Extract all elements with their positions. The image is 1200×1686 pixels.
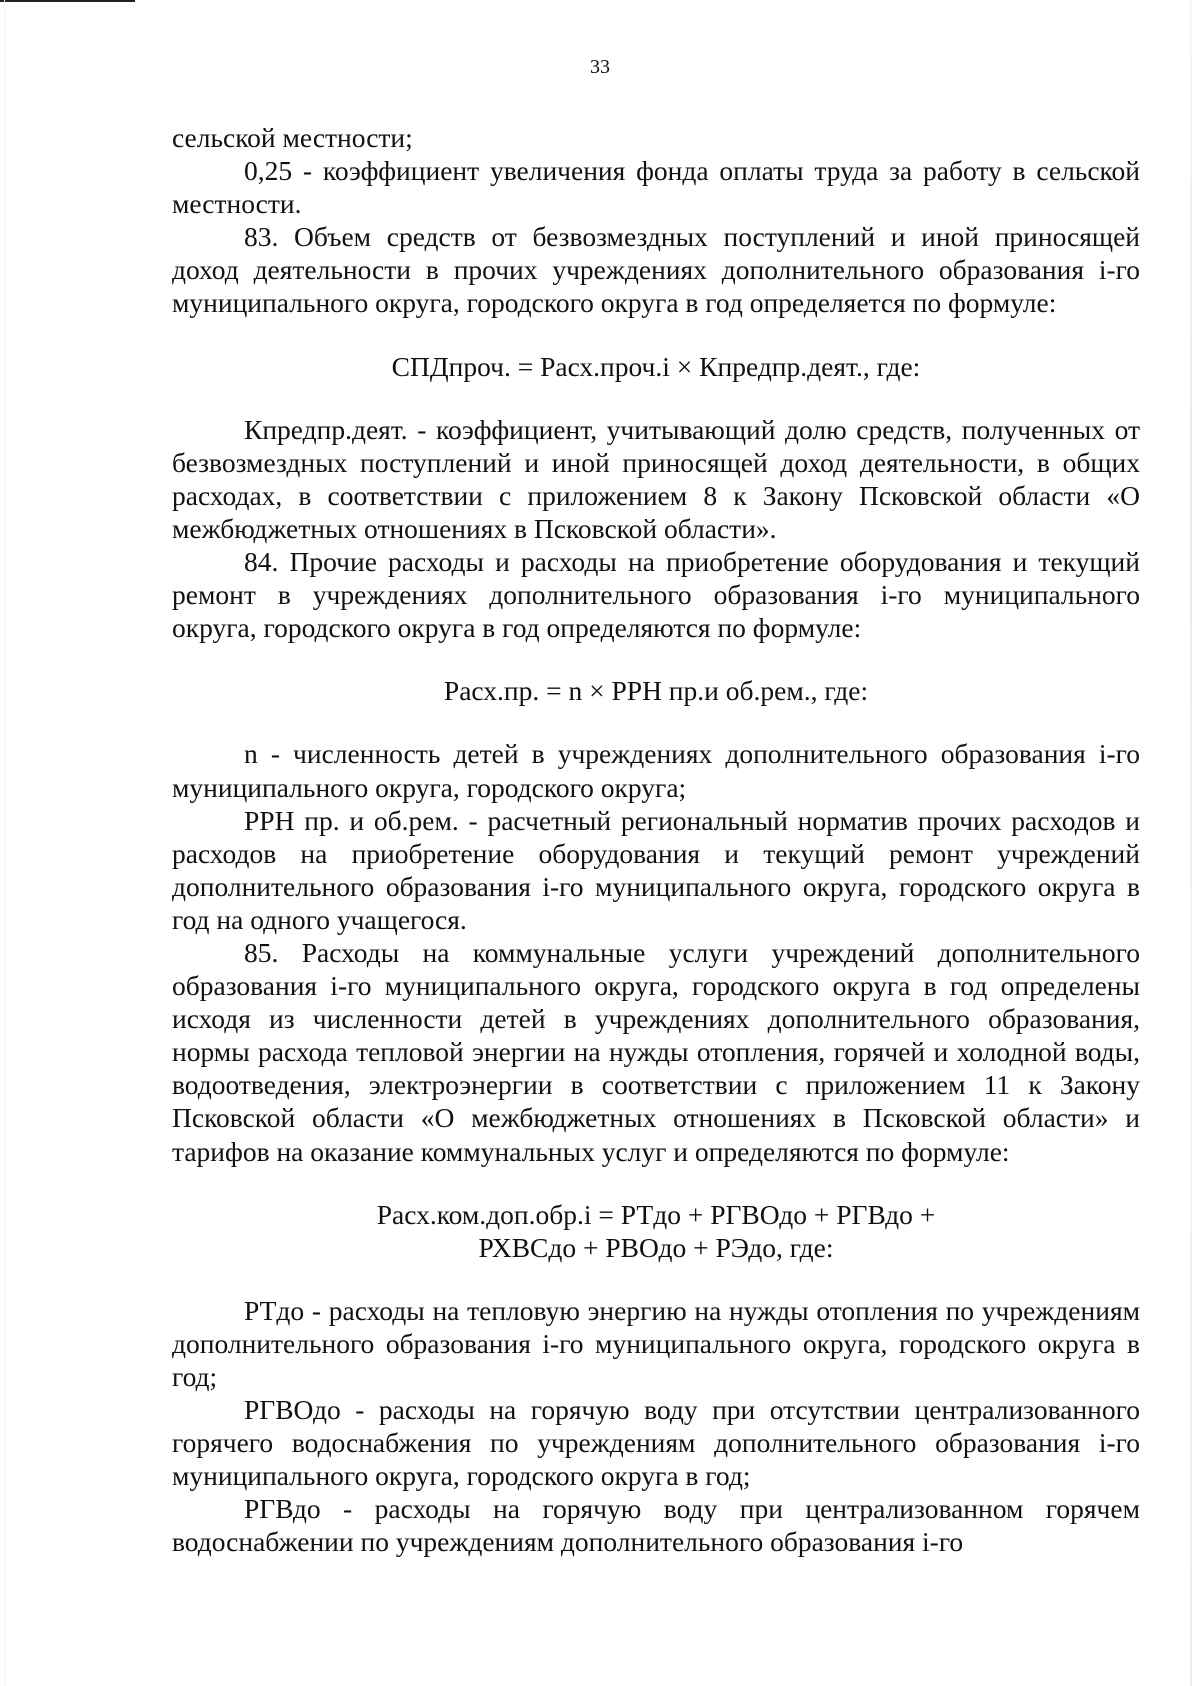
paragraph-84: 84. Прочие расходы и расходы на приобретение оборудования и текущий ремонт в учреждениях дополнительного образования i-го муниципального округа, городского округа в год определяются по формуле: bbox=[172, 546, 1140, 644]
paragraph-rgvodo-definition: РГВОдо - расходы на горячую воду при отсутствии централизованного горячего водоснабжения по учреждениям дополнительного образования i-го муниципального округа, городского округа в год; bbox=[172, 1394, 1140, 1492]
paragraph-85: 85. Расходы на коммунальные услуги учреждений дополнительного образования i-го муниципального округа, городского округа в год определены исходя из численности детей в учреждениях дополнительного образования, нормы расхода тепловой энергии на нужды отопления, горячей и холодной воды, водоотведения, электроэнергии в соответствии с приложением 11 к Закону Псковской области «О межбюджетных отношениях в Псковской области» и тарифов на оказание коммунальных услуг и определяются по формуле: bbox=[172, 936, 1140, 1167]
formula-spd: СПДпроч. = Расх.проч.i × Кпредпр.деят., где: bbox=[391, 350, 921, 382]
scan-right-edge bbox=[1190, 0, 1192, 1686]
scan-left-edge bbox=[4, 0, 5, 1686]
page-number: 33 bbox=[590, 56, 610, 78]
paragraph-rgvdo-definition: РГВдо - расходы на горячую воду при централизованном горячем водоснабжении по учреждениям дополнительного образования i-го bbox=[172, 1493, 1140, 1558]
formula-communal-line-2: РХВСдо + РВОдо + РЭдо, где: bbox=[478, 1231, 834, 1263]
paragraph-continuation: сельской местности; bbox=[172, 122, 413, 153]
paragraph-coefficient-025: 0,25 - коэффициент увеличения фонда оплаты труда за работу в сельской местности. bbox=[172, 155, 1140, 220]
scan-corner-line bbox=[0, 0, 135, 2]
paragraph-n-definition: n - численность детей в учреждениях дополнительного образования i-го муниципального округа, городского округа; bbox=[172, 738, 1140, 803]
paragraph-kpredpr: Кпредпр.деят. - коэффициент, учитывающий долю средств, полученных от безвозмездных поступлений и иной приносящей доход деятельности, в общих расходах, в соответствии с приложением 8 к Закону Псковской области «О межбюджетных отношениях в Псковской области». bbox=[172, 413, 1140, 544]
formula-communal-line-1: Расх.ком.доп.обр.i = РТдо + РГВОдо + РГВдо + bbox=[376, 1198, 936, 1230]
paragraph-83: 83. Объем средств от безвозмездных поступлений и иной приносящей доход деятельности в прочих учреждениях дополнительного образования i-го муниципального округа, городского округа в год определяется по формуле: bbox=[172, 221, 1140, 319]
document-body bbox=[172, 121, 1140, 1559]
formula-communal bbox=[172, 1198, 1140, 1264]
paragraph-rtdo-definition: РТдо - расходы на тепловую энергию на нужды отопления по учреждениям дополнительного образования i-го муниципального округа, городского округа в год; bbox=[172, 1294, 1140, 1392]
formula-rash-pr: Расх.пр. = n × РРН пр.и об.рем., где: bbox=[443, 675, 869, 707]
paragraph-rrn-definition: РРН пр. и об.рем. - расчетный региональный норматив прочих расходов и расходов на приобретение оборудования и текущий ремонт учреждений дополнительного образования i-го муниципального округа, городского округа в год на одного учащегося. bbox=[172, 804, 1140, 935]
